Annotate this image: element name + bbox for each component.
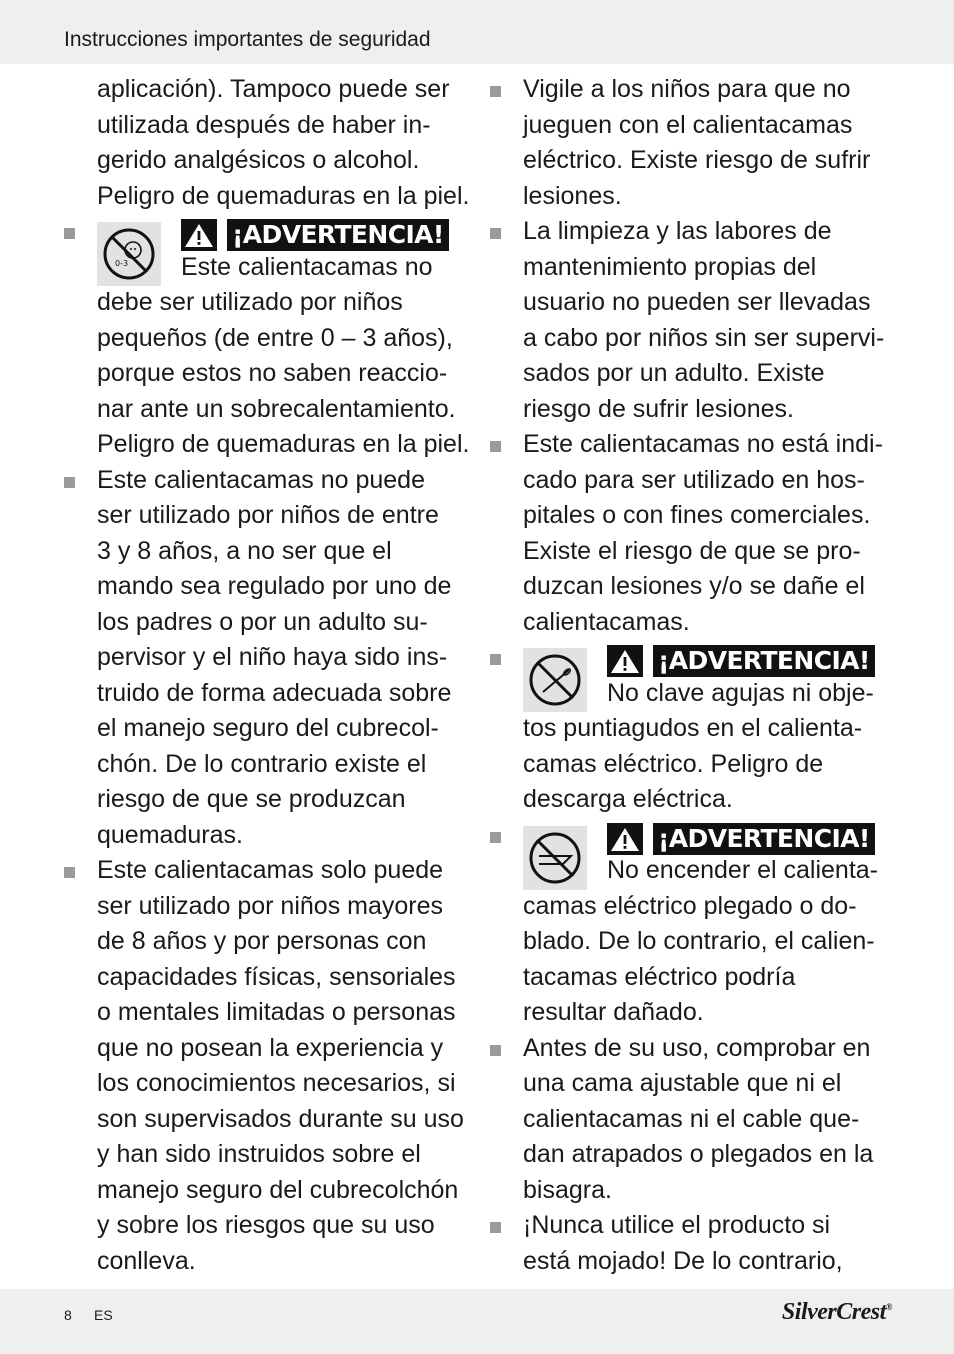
text-line: capacidades físicas, sensoriales <box>97 962 456 991</box>
text-line: pequeños (de entre 0 – 3 años), <box>97 323 453 352</box>
text-line: cado para ser utilizado en hos- <box>523 465 865 494</box>
text-line: calientacamas. <box>523 607 690 636</box>
text-line: riesgo de sufrir lesiones. <box>523 394 794 423</box>
text-line: que no posean la experiencia y <box>97 1033 444 1062</box>
text-line: No encender el calienta- <box>607 856 878 884</box>
text-line: y han sido instruidos sobre el <box>97 1140 421 1168</box>
text-line: porque estos no saben reaccio- <box>97 359 448 387</box>
page-number: 8 <box>64 1307 72 1323</box>
text-line: blado. De lo contrario, el calien- <box>523 927 875 955</box>
text-line: bisagra. <box>523 1175 612 1204</box>
text-line: usuario no pueden ser llevadas <box>523 288 871 316</box>
warning-label: ¡ADVERTENCIA! <box>653 823 875 855</box>
text-line: Este calientacamas solo puede <box>97 856 444 884</box>
text-line: riesgo de que se produzcan <box>97 785 406 813</box>
text-line: Este calientacamas no puede <box>97 465 425 494</box>
no-folding-icon <box>523 826 587 890</box>
text-line: pitales o con fines comerciales. <box>523 501 871 529</box>
text-line: el manejo seguro del cubrecol- <box>97 714 439 742</box>
text-line: 3 y 8 años, a no ser que el <box>97 536 392 565</box>
bullet-item-hospital <box>523 427 895 640</box>
text-line: son supervisados durante su uso <box>97 1104 464 1133</box>
left-column <box>97 72 470 1279</box>
text-line: No clave agujas ni obje- <box>607 678 874 707</box>
bullet-item-wet <box>523 1208 895 1279</box>
text-line: resultar dañado. <box>523 998 704 1026</box>
warning-children-item <box>97 214 470 463</box>
text-line: truido de forma adecuada sobre <box>97 678 452 707</box>
text-line: tacamas eléctrico podría <box>523 962 796 991</box>
bullet-square <box>64 477 75 488</box>
text-line: La limpieza y las labores de <box>523 217 832 245</box>
text-line: una cama ajustable que ni el <box>523 1069 842 1097</box>
text-line: Este calientacamas no <box>181 252 433 281</box>
text-line: los padres o por un adulto su- <box>97 607 428 636</box>
intro-paragraph <box>97 72 470 214</box>
warning-folded-item <box>523 818 895 1031</box>
bullet-item-supervise <box>523 72 895 214</box>
brand-name: SilverCrest <box>781 1299 886 1325</box>
text-line: tos puntiagudos en el calienta- <box>523 714 863 742</box>
warning-label: ¡ADVERTENCIA! <box>653 645 875 677</box>
trademark-symbol: ® <box>885 1302 892 1312</box>
text-line: los conocimientos necesarios, si <box>97 1069 456 1097</box>
bullet-item-older-children <box>97 853 467 1279</box>
right-column <box>523 72 895 1279</box>
warning-triangle-icon <box>181 219 217 251</box>
text-line: Antes de su uso, comprobar en <box>523 1033 871 1062</box>
warning-label: ¡ADVERTENCIA! <box>227 219 449 251</box>
text-line: Vigile a los niños para que no <box>523 75 851 103</box>
text-line: chón. De lo contrario existe el <box>97 749 427 778</box>
no-babies-0-3-icon <box>97 222 161 286</box>
bullet-square <box>490 1045 501 1056</box>
text-line: está mojado! De lo contrario, <box>523 1246 843 1275</box>
text-line: camas eléctrico plegado o do- <box>523 891 857 920</box>
text-line: a cabo por niños sin ser supervi- <box>523 323 885 352</box>
text-line: calientacamas ni el cable que- <box>523 1104 860 1133</box>
text-line: debe ser utilizado por niños <box>97 288 403 316</box>
bullet-square <box>490 832 501 843</box>
page-header <box>0 0 954 64</box>
text-line: Peligro de quemaduras en la piel. <box>97 181 470 210</box>
warning-triangle-icon <box>607 645 643 677</box>
text-line: mantenimiento propias del <box>523 252 817 281</box>
text-line: gerido analgésicos o alcohol. <box>97 146 420 174</box>
text-line: ser utilizado por niños mayores <box>97 891 443 920</box>
no-needles-icon <box>523 648 587 712</box>
bullet-item-adjustable-bed <box>523 1031 895 1209</box>
text-line: descarga eléctrica. <box>523 785 733 813</box>
text-line: camas eléctrico. Peligro de <box>523 749 824 778</box>
text-line: y sobre los riesgos que su uso <box>97 1211 435 1239</box>
bullet-item-cleaning <box>523 214 895 427</box>
text-line: ser utilizado por niños de entre <box>97 501 439 529</box>
bullet-square <box>490 441 501 452</box>
warning-banner <box>607 645 875 677</box>
text-line: utilizada después de haber in- <box>97 110 431 139</box>
warning-needles-item <box>523 640 895 818</box>
text-line: Peligro de quemaduras en la piel. <box>97 430 470 458</box>
text-line: conlleva. <box>97 1246 196 1275</box>
text-line: aplicación). Tampoco puede ser <box>97 75 450 103</box>
text-line: eléctrico. Existe riesgo de sufrir <box>523 146 871 174</box>
header-title: Instrucciones importantes de seguridad <box>64 28 431 51</box>
text-line: lesiones. <box>523 181 622 210</box>
bullet-square <box>490 228 501 239</box>
text-line: ¡Nunca utilice el producto si <box>523 1211 831 1239</box>
language-code: ES <box>94 1307 113 1323</box>
text-line: Este calientacamas no está indi- <box>523 430 883 458</box>
page-footer <box>0 1289 954 1354</box>
text-line: sados por un adulto. Existe <box>523 359 825 387</box>
warning-banner <box>181 219 449 251</box>
text-line: o mentales limitadas o personas <box>97 998 456 1026</box>
text-line: pervisor y el niño haya sido ins- <box>97 643 448 671</box>
text-line: dan atrapados o plegados en la <box>523 1140 874 1168</box>
bullet-square <box>64 867 75 878</box>
bullet-item-3-8-years <box>97 463 467 854</box>
bullet-square <box>64 228 75 239</box>
warning-triangle-icon <box>607 823 643 855</box>
bullet-square <box>490 86 501 97</box>
text-line: Existe el riesgo de que se pro- <box>523 536 861 565</box>
text-line: quemaduras. <box>97 820 243 849</box>
bullet-square <box>490 1222 501 1233</box>
bullet-square <box>490 654 501 665</box>
brand-logo <box>782 1299 892 1326</box>
text-line: manejo seguro del cubrecolchón <box>97 1175 459 1204</box>
text-line: mando sea regulado por uno de <box>97 572 452 600</box>
baby-age-text: 0-3 <box>115 259 129 268</box>
text-line: nar ante un sobrecalentamiento. <box>97 394 456 423</box>
text-line: de 8 años y por personas con <box>97 927 427 955</box>
warning-banner <box>607 823 875 855</box>
text-line: duzcan lesiones y/o se dañe el <box>523 572 865 600</box>
text-line: jueguen con el calientacamas <box>523 110 853 139</box>
